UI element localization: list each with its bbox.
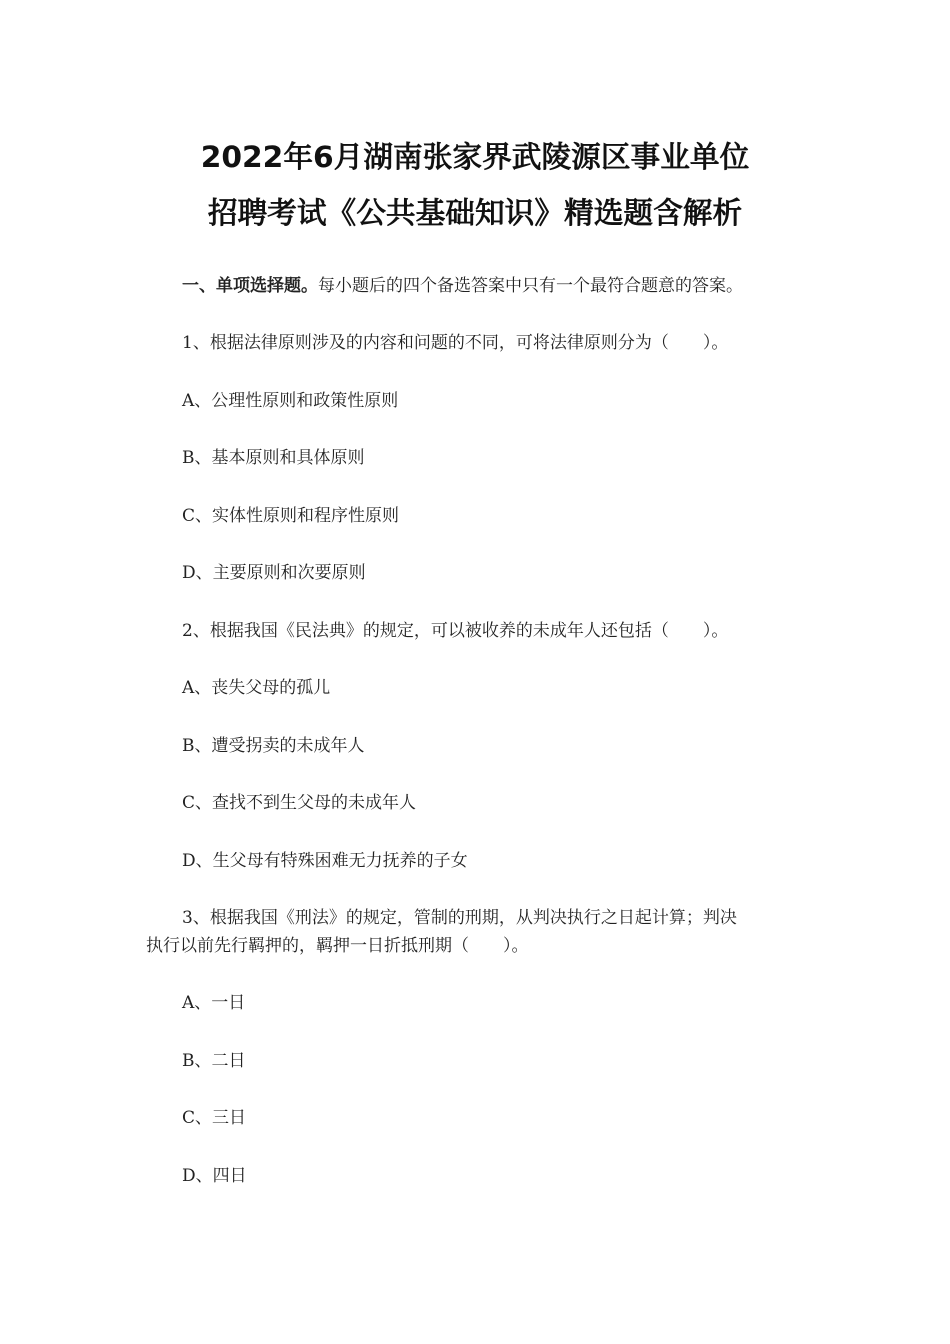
question-1-option-a: A、公理性原则和政策性原则 <box>182 391 399 411</box>
question-3-option-b: B、二日 <box>182 1051 246 1071</box>
question-3-stem-line-1: 3、根据我国《刑法》的规定，管制的刑期，从判决执行之日起计算；判决 <box>182 908 737 928</box>
question-1-option-b: B、基本原则和具体原则 <box>182 448 365 468</box>
question-2-option-a: A、丧失父母的孤儿 <box>182 678 331 698</box>
question-3-option-d: D、四日 <box>182 1166 247 1186</box>
document-title-line-1: 2022年6月湖南张家界武陵源区事业单位 <box>200 140 750 175</box>
question-3-stem-line-2: 执行以前先行羁押的，羁押一日折抵刑期（ ）。 <box>146 936 529 956</box>
section-heading: 一、单项选择题。 <box>182 276 318 296</box>
question-1-stem: 1、根据法律原则涉及的内容和问题的不同，可将法律原则分为（ ）。 <box>182 333 729 353</box>
section-instruction <box>182 274 743 298</box>
question-2-option-c: C、查找不到生父母的未成年人 <box>182 793 417 813</box>
question-2-stem: 2、根据我国《民法典》的规定，可以被收养的未成年人还包括（ ）。 <box>182 621 729 641</box>
question-2-option-d: D、生父母有特殊困难无力抚养的子女 <box>182 851 468 871</box>
question-3-option-a: A、一日 <box>182 993 246 1013</box>
question-2-option-b: B、遭受拐卖的未成年人 <box>182 736 365 756</box>
section-instruction-text: 每小题后的四个备选答案中只有一个最符合题意的答案。 <box>318 276 743 296</box>
document-title-line-2: 招聘考试《公共基础知识》精选题含解析 <box>207 196 743 231</box>
question-1-option-d: D、主要原则和次要原则 <box>182 563 366 583</box>
question-3-option-c: C、三日 <box>182 1108 247 1128</box>
question-1-option-c: C、实体性原则和程序性原则 <box>182 506 400 526</box>
